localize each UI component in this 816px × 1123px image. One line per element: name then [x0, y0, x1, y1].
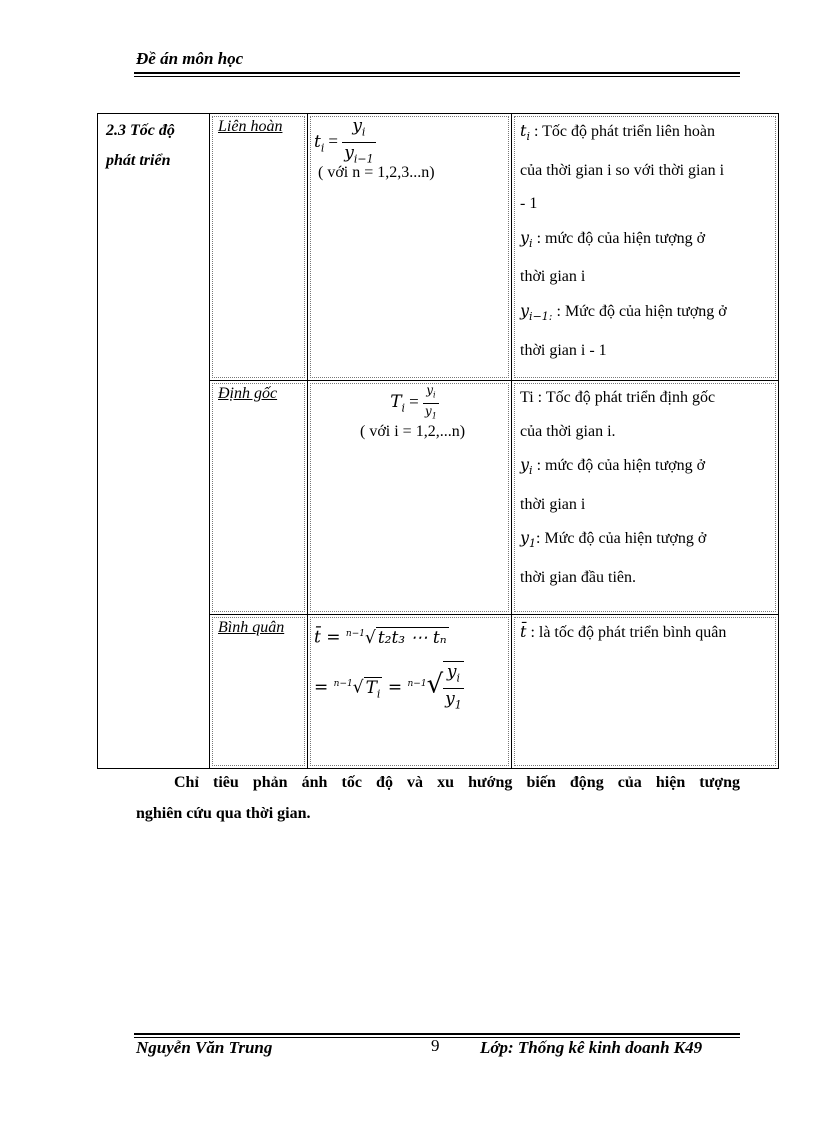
description-cell: $t_i$ : Tốc độ phát triển liên hoàn của thời gian i so với thời gian i - 1 $y_i$ : mức độ của hiện tượng ở thời gian i $y_{i-1:}$ : Mức độ của hiện tượng ở thời gian i - 1 [512, 114, 779, 381]
header-title: Đề án môn học [136, 49, 244, 68]
row-name-cell [210, 114, 308, 381]
footer-rule [134, 1033, 740, 1035]
row-name: Định gốc [218, 385, 278, 402]
row-name: Liên hoàn [218, 118, 283, 135]
description-cell: Ti : Tốc độ phát triển định gốc của thời gian i. $y_i$ : mức độ của hiện tượng ở thời gian i $y_1$: Mức độ của hiện tượng ở thời gian đầu tiên. [512, 381, 779, 615]
category-line-2: phát triển [106, 152, 171, 169]
summary-line-1: Chỉ tiêu phản ánh tốc độ và xu hướng biến động của hiện tượng [174, 774, 740, 791]
formula-condition: ( với n = 1,2,3...n) [318, 164, 435, 181]
footer-class: Lớp: Thống kê kinh doanh K49 [480, 1038, 703, 1057]
page-number: 9 [431, 1036, 440, 1055]
fraction: $\frac{y_i}{y_1}$ [423, 383, 439, 423]
summary-line-2: nghiên cứu qua thời gian. [136, 805, 311, 822]
formula-condition: ( với i = 1,2,...n) [359, 423, 466, 440]
formula-cell [308, 615, 512, 769]
fraction: $\frac{y_i}{y_{i-1}}$ [342, 116, 375, 170]
formula-chain: t̄ = $^{n-1}$√ t₂t₃ ⋯ tₙ [314, 627, 447, 649]
header-rule-thin [134, 76, 740, 77]
row-name-cell [210, 615, 308, 769]
formula-cell [308, 381, 512, 615]
description-cell: t̄ : là tốc độ phát triển bình quân [512, 615, 779, 769]
formula-chain: $T_i$ = $\frac{y_i}{y_1}$ [312, 383, 507, 421]
category-line-1: 2.3 Tốc độ [106, 122, 175, 139]
category-cell [98, 114, 210, 769]
row-name: Bình quân [218, 619, 285, 636]
statistics-table [97, 113, 778, 769]
row-name-cell [210, 381, 308, 615]
formula-cell [308, 114, 512, 381]
footer-author: Nguyễn Văn Trung [136, 1038, 273, 1057]
formula-chain: $t_i$ = $\frac{y_i}{y_{i-1}}$ [312, 116, 507, 160]
fraction: $\frac{y_i}{y_1}$ [443, 661, 464, 716]
header-rule [134, 72, 740, 74]
formula-chain: = $^{n-1}$√ $T_i = ^{n-1}√$ $\frac{y_i}{y_1}$ [312, 651, 507, 719]
